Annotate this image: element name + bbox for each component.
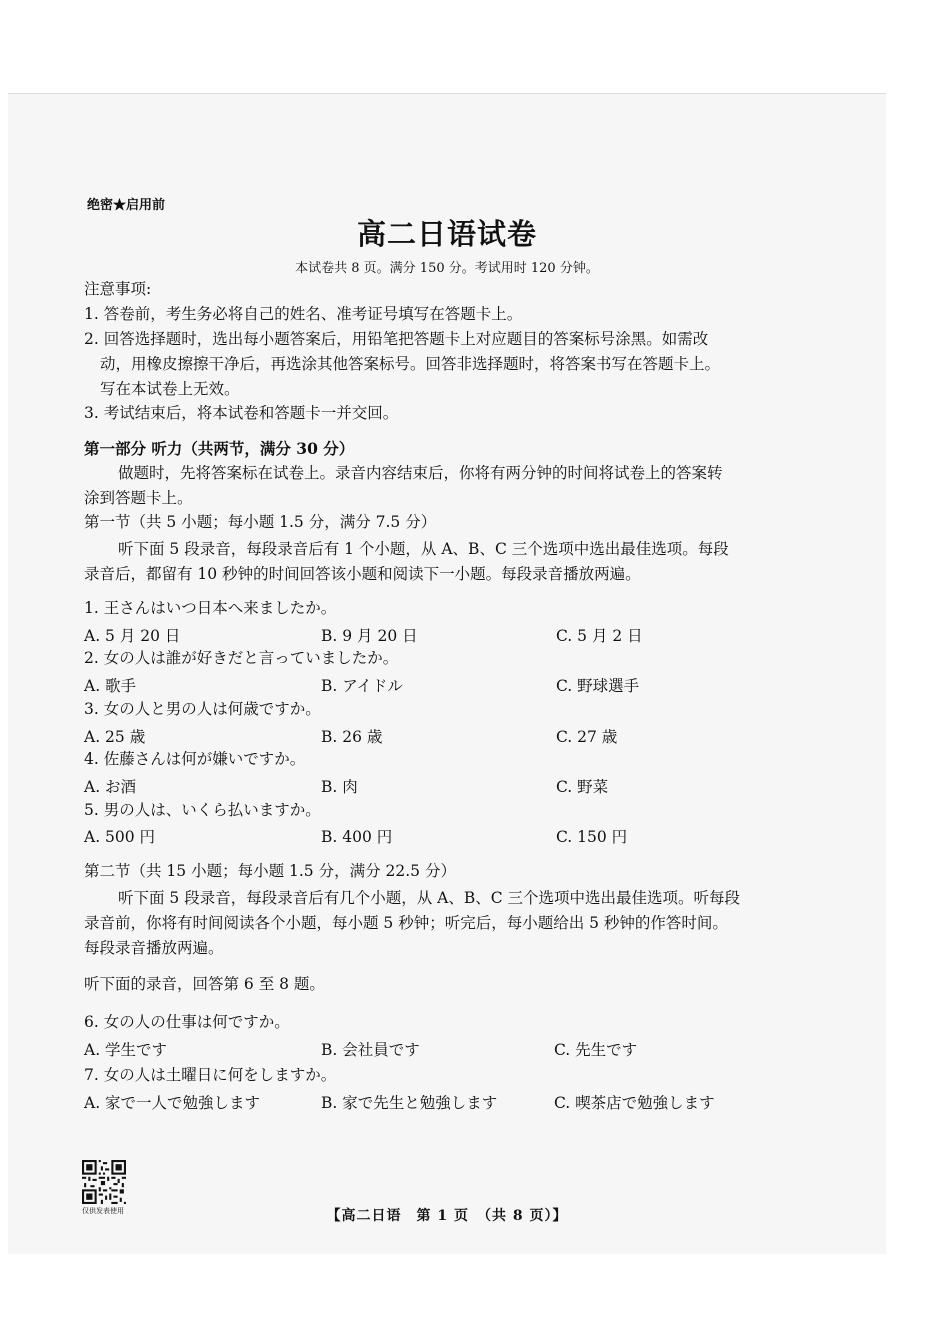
part1-heading: 第一部分 听力（共两节，满分 30 分） [84,439,355,458]
question: 2. 女の人は誰が好きだと言っていましたか。 [84,649,399,667]
option-c: C. 150 円 [556,828,628,846]
option-b: B. アイドル [321,677,403,695]
option-c: C. 先生です [554,1041,638,1059]
option-a: A. 5 月 20 日 [84,627,181,645]
option-a: A. 歌手 [84,677,137,695]
part1-intro: 涂到答题卡上。 [84,489,193,507]
note-item: 2. 回答选择题时，选出每小题答案后，用铅笔把答题卡上对应题目的答案标号涂黑。如需改 [84,330,709,348]
exam-page [8,94,886,1254]
note-item: 动，用橡皮擦擦干净后，再选涂其他答案标号。回答非选择题时，将答案书写在答题卡上。 [100,355,721,373]
option-b: B. 400 円 [321,828,393,846]
note-item: 3. 考试结束后，将本试卷和答题卡一并交回。 [84,404,399,422]
qr-caption: 仅供发表使用 [82,1207,124,1215]
note-item: 1. 答卷前，考生务必将自己的姓名、准考证号填写在答题卡上。 [84,305,523,323]
option-c: C. 喫茶店で勉強します [554,1094,715,1112]
section2-intro: 每段录音播放两遍。 [84,939,224,957]
section2-intro: 听下面 5 段录音，每段录音后有几个小题，从 A、B、C 三个选项中选出最佳选项。听每段 [118,889,741,907]
option-c: C. 27 歳 [556,728,618,746]
option-a: A. お酒 [84,778,137,796]
option-b: B. 家で先生と勉強します [321,1094,498,1112]
notes-heading: 注意事项: [84,280,152,298]
option-c: C. 野菜 [556,778,609,796]
question: 7. 女の人は土曜日に何をしますか。 [84,1066,337,1084]
qr-code-icon [82,1160,126,1204]
section2-instruction: 听下面的录音，回答第 6 至 8 题。 [84,975,325,993]
option-a: A. 500 円 [84,828,156,846]
option-b: B. 9 月 20 日 [321,627,418,645]
option-b: B. 26 歳 [321,728,383,746]
question: 4. 佐藤さんは何が嫌いですか。 [84,750,306,768]
secret-label: 绝密★启用前 [87,198,166,213]
question: 1. 王さんはいつ日本へ来ましたか。 [84,599,337,617]
part1-intro: 做题时，先将答案标在试卷上。录音内容结束后，你将有两分钟的时间将试卷上的答案转 [118,464,723,482]
question: 5. 男の人は、いくら払いますか。 [84,801,321,819]
page-title: 高二日语试卷 [356,217,537,251]
option-b: B. 肉 [321,778,358,796]
page-footer: 【高二日语 第 1 页 （共 8 页）】 [326,1208,568,1224]
exam-info: 本试卷共 8 页。满分 150 分。考试用时 120 分钟。 [295,261,599,276]
note-item: 写在本试卷上无效。 [100,380,240,398]
option-a: A. 学生です [84,1041,168,1059]
section1-heading: 第一节（共 5 小题；每小题 1.5 分，满分 7.5 分） [84,513,437,531]
section1-intro: 录音后，都留有 10 秒钟的时间回答该小题和阅读下一小题。每段录音播放两遍。 [84,565,641,583]
section2-heading: 第二节（共 15 小题；每小题 1.5 分，满分 22.5 分） [84,862,456,880]
question: 3. 女の人と男の人は何歳ですか。 [84,700,321,718]
option-b: B. 会社員です [321,1041,420,1059]
option-c: C. 5 月 2 日 [556,627,643,645]
option-a: A. 家で一人で勉強します [84,1094,261,1112]
option-c: C. 野球選手 [556,677,640,695]
section2-intro: 录音前，你将有时间阅读各个小题，每小题 5 秒钟；听完后，每小题给出 5 秒钟的作答时间。 [84,914,728,932]
option-a: A. 25 歳 [84,728,146,746]
section1-intro: 听下面 5 段录音，每段录音后有 1 个小题，从 A、B、C 三个选项中选出最佳选项。每段 [118,540,729,558]
question: 6. 女の人の仕事は何ですか。 [84,1013,290,1031]
